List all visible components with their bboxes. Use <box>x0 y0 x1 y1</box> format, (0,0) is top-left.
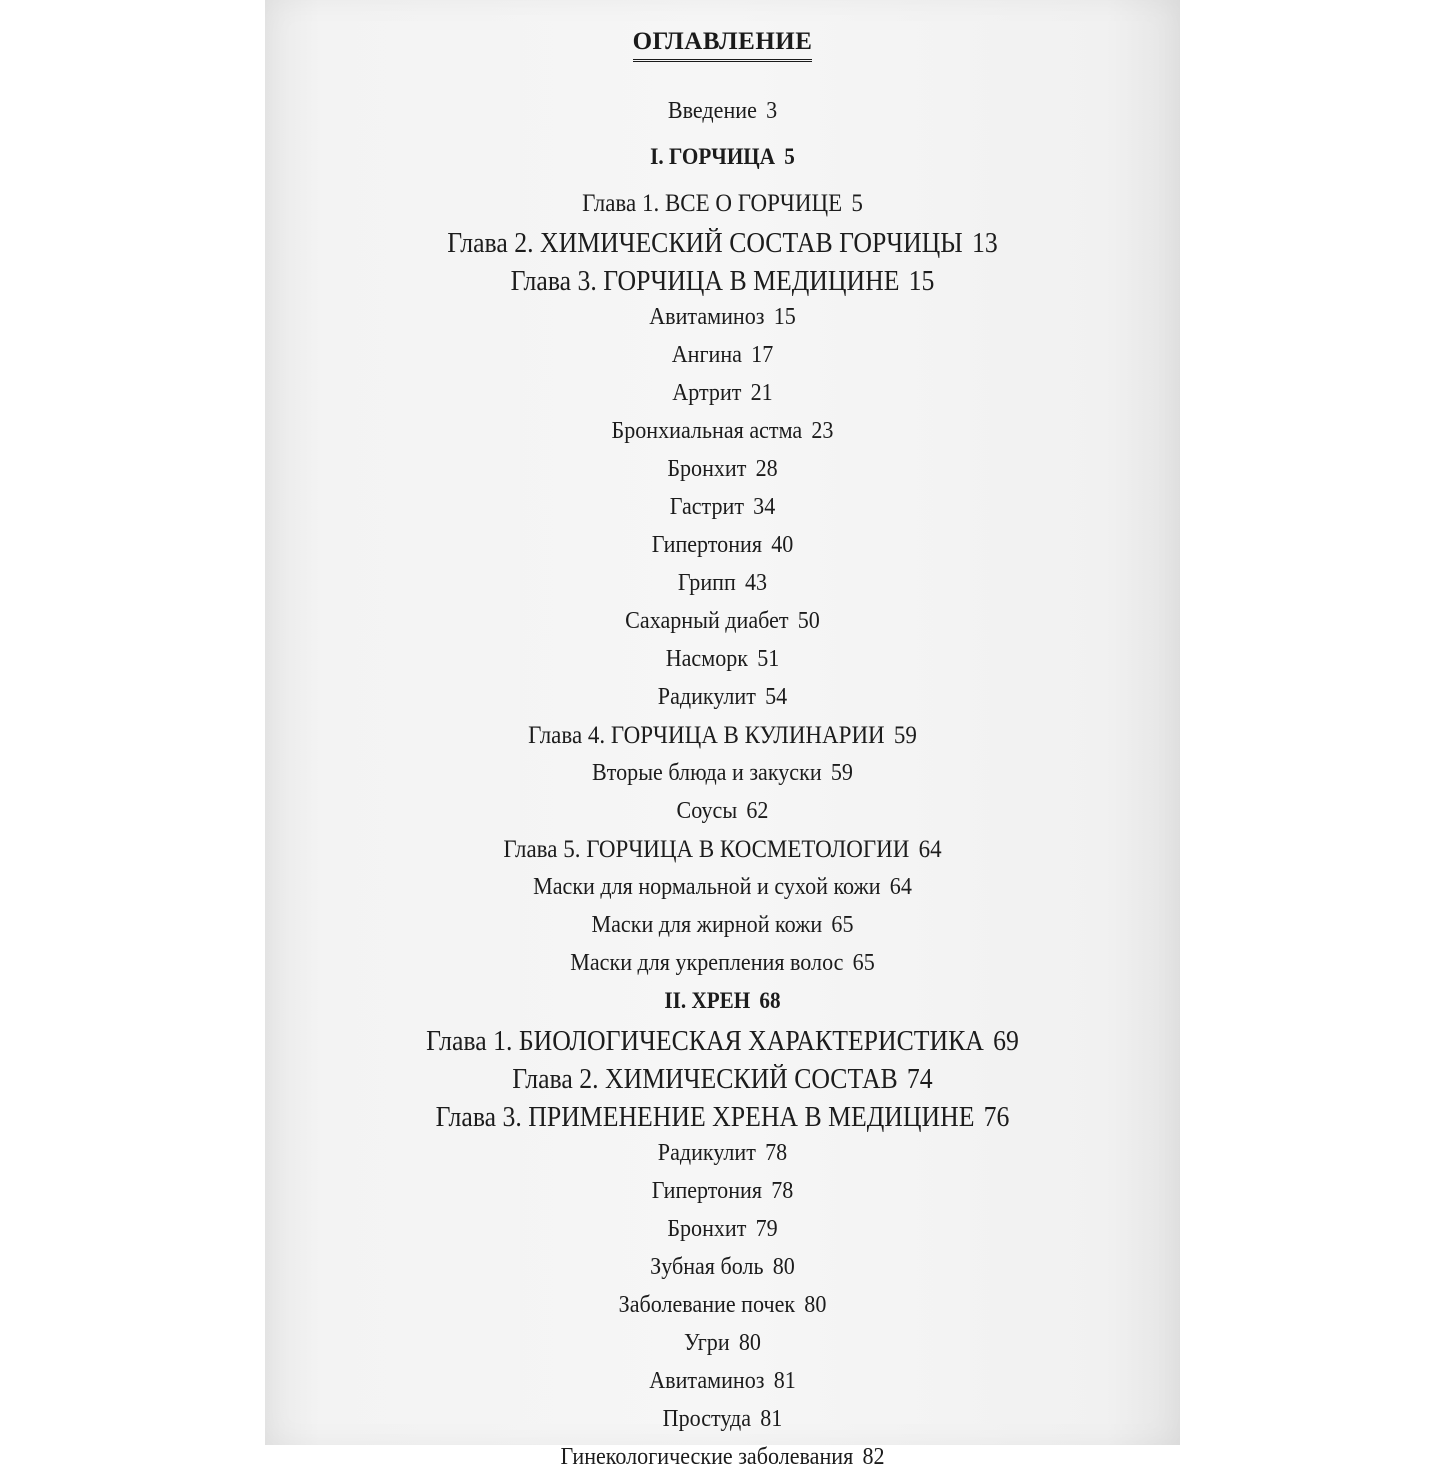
toc-entry <box>302 304 1144 331</box>
toc-entry <box>302 1254 1144 1281</box>
toc-entry-page-number: 81 <box>773 1368 796 1394</box>
toc-entry-page-number: 80 <box>772 1254 795 1280</box>
toc-entry <box>302 684 1144 711</box>
toc-entry <box>302 1368 1144 1395</box>
toc-entry-label: Гинекологические заболевания <box>560 1444 854 1470</box>
toc-entry <box>302 1178 1144 1205</box>
toc-entry-label: Радикулит <box>657 1140 756 1166</box>
toc-entry-label: Глава 4. ГОРЧИЦА В КУЛИНАРИИ <box>528 722 885 749</box>
toc-entry <box>302 266 1144 298</box>
toc-entry-label: Авитаминоз <box>649 304 765 330</box>
toc-entry <box>302 532 1144 559</box>
toc-entry-label: Угри <box>684 1330 730 1356</box>
toc-entry-label: Соусы <box>676 798 738 824</box>
toc-entry-page-number: 50 <box>797 608 820 634</box>
book-page <box>265 0 1180 1470</box>
toc-entry <box>302 1140 1144 1167</box>
toc-entry <box>302 950 1144 977</box>
toc-entry <box>302 144 1144 170</box>
toc-entry-label: Введение <box>667 98 757 124</box>
toc-entry-label: Заболевание почек <box>618 1292 796 1318</box>
toc-entry-page-number: 74 <box>906 1064 933 1095</box>
toc-entry <box>302 874 1144 901</box>
toc-entry-page-number: 40 <box>771 532 794 558</box>
toc-entry-page-number: 34 <box>753 494 776 520</box>
toc-entry <box>302 722 1144 750</box>
toc-entry-label: Глава 2. ХИМИЧЕСКИЙ СОСТАВ ГОРЧИЦЫ <box>447 228 963 259</box>
toc-entry-page-number: 28 <box>755 456 778 482</box>
toc-entry-label: Вторые блюда и закуски <box>592 760 822 786</box>
toc-entry-page-number: 64 <box>918 836 942 863</box>
toc-entry-label: Гипертония <box>651 532 763 558</box>
toc-entry-page-number: 43 <box>744 570 768 596</box>
toc-entry-label: Маски для нормальной и сухой кожи <box>533 874 881 900</box>
toc-entry-label: Авитаминоз <box>649 1368 765 1394</box>
toc-entry-label: II. ХРЕН <box>664 988 751 1013</box>
toc-entry <box>302 456 1144 483</box>
toc-entry-label: Глава 1. БИОЛОГИЧЕСКАЯ ХАРАКТЕРИСТИКА <box>426 1026 984 1057</box>
toc-entry-page-number: 59 <box>830 760 853 786</box>
toc-entry <box>302 646 1144 673</box>
toc-entry <box>302 1330 1144 1357</box>
toc-entry <box>302 836 1144 864</box>
toc-entry-label: Маски для жирной кожи <box>591 912 823 938</box>
toc-entry-page-number: 65 <box>852 950 875 976</box>
toc-entry <box>302 228 1144 260</box>
toc-entry-page-number: 54 <box>765 684 788 710</box>
toc-entry <box>302 760 1144 787</box>
toc-entry-label: Артрит <box>672 380 742 406</box>
toc-entry-page-number: 59 <box>893 722 917 749</box>
toc-entry-page-number: 51 <box>757 646 780 672</box>
toc-entry <box>302 342 1144 369</box>
toc-entry-page-number: 81 <box>760 1406 783 1432</box>
toc-entry-page-number: 82 <box>862 1444 885 1470</box>
toc-entry-page-number: 78 <box>771 1178 794 1204</box>
toc-entry-label: Простуда <box>662 1406 752 1432</box>
toc-entry-label: Сахарный диабет <box>625 608 789 634</box>
toc-entry-page-number: 13 <box>971 228 998 259</box>
toc-entry-label: Глава 2. ХИМИЧЕСКИЙ СОСТАВ <box>512 1064 898 1095</box>
toc-entry-page-number: 80 <box>804 1292 827 1318</box>
toc-entry-label: Бронхиальная астма <box>611 418 803 444</box>
toc-entry <box>302 570 1144 597</box>
toc-entry <box>302 1444 1144 1471</box>
toc-entry-page-number: 5 <box>851 190 863 217</box>
toc-entry-page-number: 76 <box>983 1102 1010 1133</box>
toc-entry-label: Глава 3. ПРИМЕНЕНИЕ ХРЕНА В МЕДИЦИНЕ <box>435 1102 975 1133</box>
toc-entry-page-number: 3 <box>766 98 778 124</box>
toc-entry <box>302 418 1144 445</box>
toc-entry-page-number: 78 <box>765 1140 788 1166</box>
toc-entry-label: Гастрит <box>669 494 744 520</box>
toc-entry-label: Гипертония <box>651 1178 763 1204</box>
toc-entry-label: I. ГОРЧИЦА <box>650 144 776 169</box>
toc-entry <box>302 1026 1144 1058</box>
toc-entry-page-number: 21 <box>750 380 773 406</box>
toc-entry-label: Маски для укрепления волос <box>570 950 844 976</box>
toc-entry <box>302 608 1144 635</box>
toc-entry-label: Зубная боль <box>650 1254 764 1280</box>
toc-entry <box>302 1064 1144 1096</box>
toc-entry <box>302 1292 1144 1319</box>
toc-entry <box>302 1102 1144 1134</box>
toc-entry-page-number: 15 <box>908 266 935 297</box>
toc-entry-page-number: 17 <box>751 342 774 368</box>
toc-entry <box>302 988 1144 1014</box>
toc-entry-label: Насморк <box>665 646 749 672</box>
toc-entry-label: Грипп <box>677 570 736 596</box>
toc-entry-page-number: 68 <box>759 988 781 1013</box>
toc-entry <box>302 380 1144 407</box>
toc-entry-page-number: 69 <box>993 1026 1019 1057</box>
toc-entry-label: Радикулит <box>657 684 756 710</box>
toc-entry-label: Глава 1. ВСЕ О ГОРЧИЦЕ <box>582 190 843 217</box>
toc-entry-page-number: 79 <box>755 1216 778 1242</box>
toc-entry-page-number: 23 <box>811 418 834 444</box>
toc-entry-label: Бронхит <box>667 1216 747 1242</box>
toc-entry <box>302 912 1144 939</box>
toc-entry <box>302 1406 1144 1433</box>
toc-entry <box>302 494 1144 521</box>
toc-entry-page-number: 80 <box>738 1330 761 1356</box>
toc-entry <box>302 798 1144 825</box>
page-title <box>265 28 1180 62</box>
toc-entry-page-number: 5 <box>784 144 795 169</box>
toc-entry-label: Глава 5. ГОРЧИЦА В КОСМЕТОЛОГИИ <box>503 836 910 863</box>
page-title-text: ОГЛАВЛЕНИЕ <box>633 28 813 62</box>
toc-entry-label: Бронхит <box>667 456 747 482</box>
toc-entry-page-number: 15 <box>773 304 796 330</box>
toc-entry-label: Глава 3. ГОРЧИЦА В МЕДИЦИНЕ <box>510 266 900 297</box>
toc-entry <box>302 98 1144 125</box>
toc-entry <box>302 1216 1144 1243</box>
toc-entry-page-number: 65 <box>831 912 854 938</box>
toc-entry-page-number: 64 <box>889 874 912 900</box>
toc-entry <box>302 190 1144 218</box>
toc-entry-label: Ангина <box>671 342 742 368</box>
toc-entry-page-number: 62 <box>746 798 769 824</box>
